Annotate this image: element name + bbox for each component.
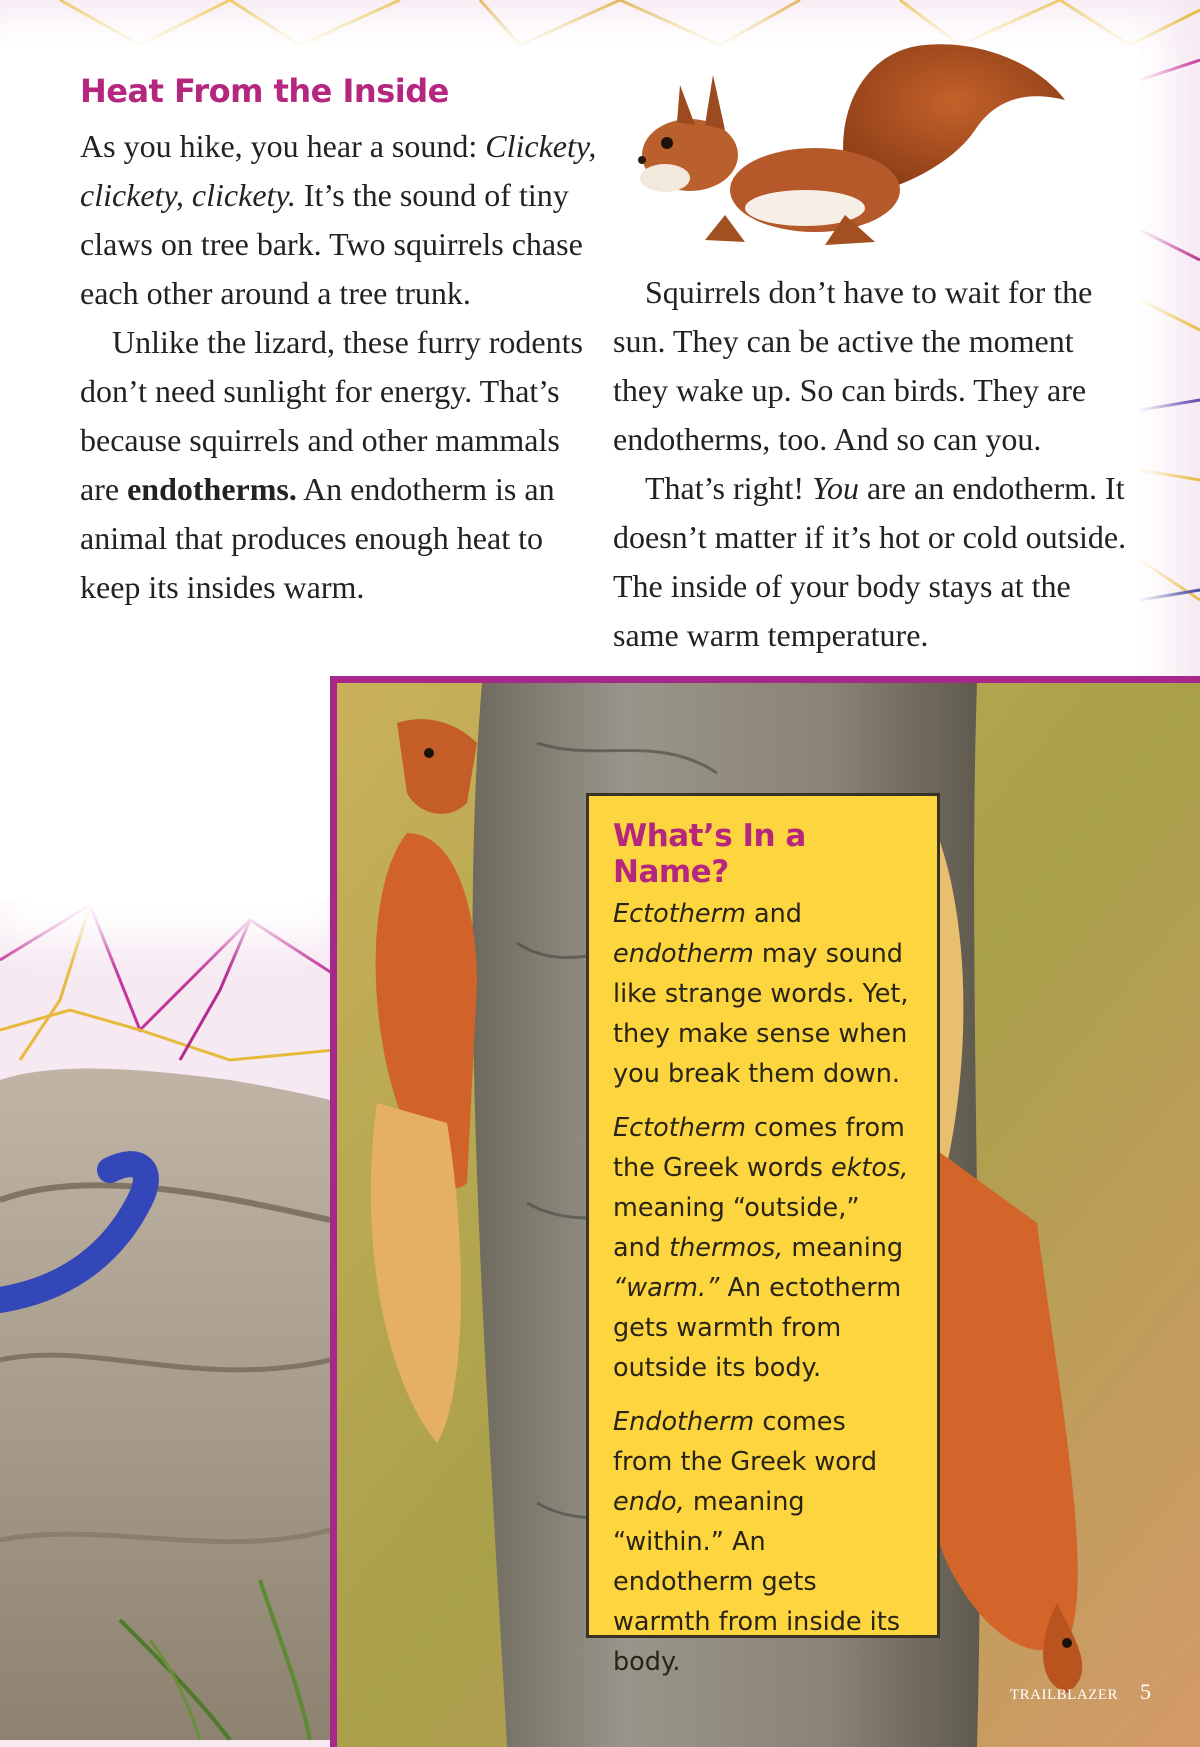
- lizard-on-rock-image: [0, 1060, 330, 1740]
- sidebar-paragraph: Endotherm comes from the Greek word endo, meaning “within.” An endotherm gets warmth from inside its body.: [613, 1407, 901, 1677]
- whats-in-a-name-sidebar: [586, 793, 940, 1677]
- paragraph: Unlike the lizard, these furry rodents don’t need sunlight for energy. That’s because squirrels and other mammals are endotherms. An endotherm is an animal that produces enough heat to keep its insides warm.: [80, 324, 583, 605]
- magazine-name: TRAILBLAZER: [1010, 1687, 1118, 1703]
- article-column-2: [613, 268, 1133, 660]
- page-number: 5: [1140, 1679, 1152, 1704]
- page-footer: [1010, 1679, 1152, 1705]
- article-heading: Heat From the Inside: [80, 72, 449, 110]
- red-squirrel-image: [595, 30, 1070, 260]
- paragraph: As you hike, you hear a sound: Clickety, clickety, clickety. It’s the sound of tiny claws on tree bark. Two squirrels chase each other around a tree trunk.: [80, 128, 597, 311]
- sidebar-title: What’s In a Name?: [613, 818, 806, 890]
- paragraph: That’s right! You are an endotherm. It doesn’t matter if it’s hot or cold outside. The inside of your body stays at the same warm temperature.: [613, 470, 1127, 653]
- sidebar-paragraph: Ectotherm and endotherm may sound like strange words. Yet, they make sense when you break them down.: [613, 899, 909, 1089]
- article-column-1: [80, 122, 600, 612]
- paragraph: Squirrels don’t have to wait for the sun. They can be active the moment they wake up. So can birds. They are endotherms, too. And so can you.: [613, 274, 1093, 457]
- key-term: endotherms.: [127, 471, 297, 507]
- white-fade-panel: [0, 680, 335, 900]
- sidebar-paragraph: Ectotherm comes from the Greek words ektos, meaning “outside,” and thermos, meaning “warm.” An ectotherm gets warmth from outside its body.: [613, 1113, 909, 1383]
